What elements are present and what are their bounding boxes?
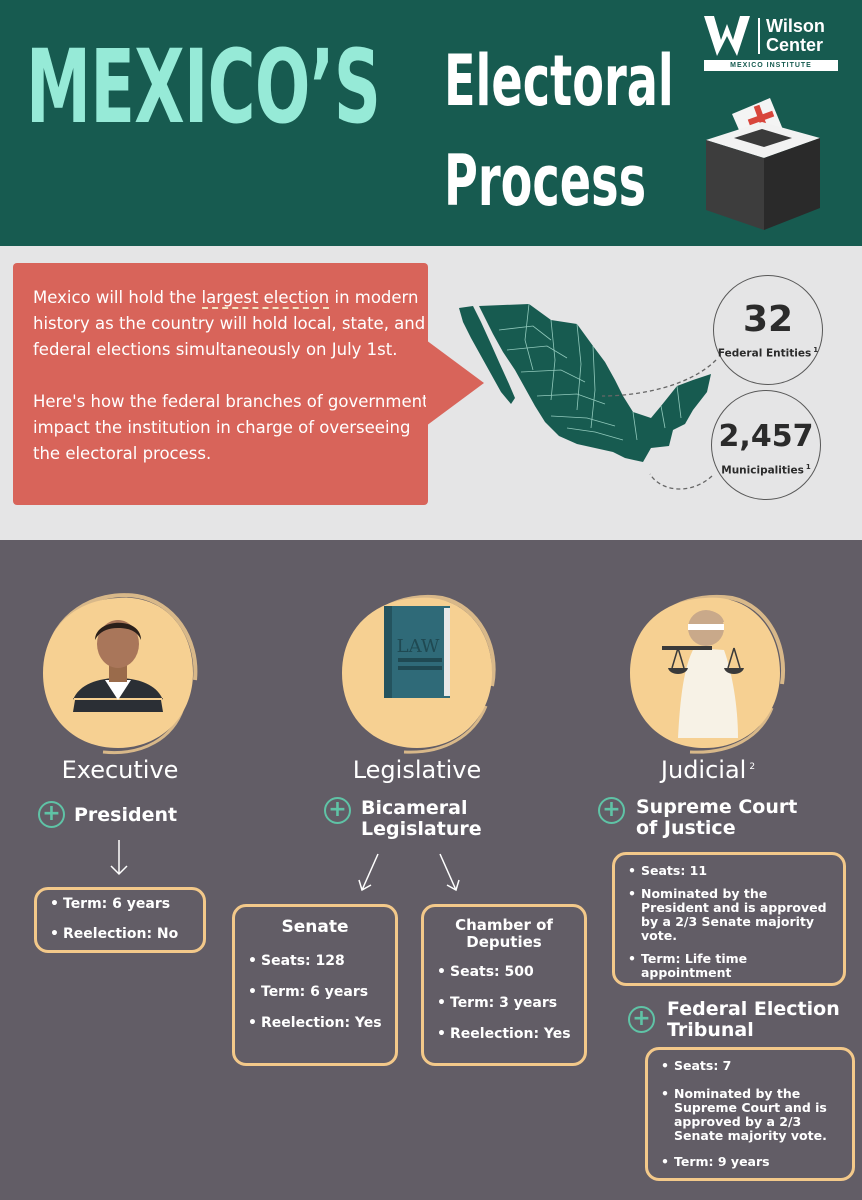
intro-paragraph-1: Mexico will hold the largest election in modern history as the country will hold local, state, and federal elections simultaneously on July 1st. — [33, 288, 426, 359]
chamber-info-box — [421, 904, 587, 1066]
plus-icon: + — [628, 1006, 655, 1033]
header-banner — [0, 0, 862, 246]
executive-person-icon — [33, 588, 203, 758]
intro-paragraph-2: Here's how the federal branches of government impact the institution in charge of overseeing the electoral process. — [33, 392, 429, 463]
info-item: • Nominated by the President and is approved by a 2/3 Senate majority vote. — [625, 887, 833, 943]
footnote-marker: 1 — [805, 463, 811, 471]
info-item: • Reelection: Yes — [434, 1026, 584, 1042]
tribunal-info-box — [645, 1047, 855, 1181]
info-item: • Term: 9 years — [658, 1155, 844, 1169]
senate-info-box — [232, 904, 398, 1066]
branch-title-executive: Executive — [61, 756, 179, 784]
arrow-down-icon — [108, 838, 130, 878]
book-label: LAW — [396, 636, 440, 657]
info-item: • Term: 6 years — [47, 896, 203, 912]
senate-heading: Senate — [281, 917, 349, 937]
wilson-center-w-logo-icon — [704, 16, 750, 56]
stat-label: Municipalities $^1$ — [721, 463, 811, 477]
info-item: • Reelection: No — [47, 926, 203, 942]
subtitle-supreme-court: Supreme Court of Justice — [636, 796, 798, 839]
subtitle-president: President — [74, 804, 178, 826]
stat-number: 32 — [742, 299, 794, 340]
info-item: • Seats: 11 — [625, 864, 833, 878]
intro-text — [33, 285, 433, 493]
info-item: • Seats: 128 — [245, 953, 395, 969]
title-mexicos: MEXICO’S — [26, 28, 381, 147]
logo-name-center: Center — [766, 35, 824, 55]
title-electoral: Electoral — [444, 40, 674, 122]
intro-section — [0, 246, 862, 540]
branch-title-legislative: Legislative — [352, 756, 482, 784]
info-item: • Seats: 7 — [658, 1059, 844, 1073]
footnote-marker: 1 — [813, 346, 819, 354]
chamber-heading: Chamber of Deputies — [455, 916, 553, 951]
info-item: • Term: 6 years — [245, 984, 395, 1000]
info-item: • Reelection: Yes — [245, 1015, 395, 1031]
plus-icon: + — [598, 797, 625, 824]
mexico-map-icon — [455, 300, 715, 480]
info-item: • Term: Life time appointment — [625, 952, 833, 980]
supreme-court-info-box — [612, 852, 846, 986]
logo-institute-label: MEXICO INSTITUTE — [704, 60, 838, 71]
info-item: • Term: 3 years — [434, 995, 584, 1011]
logo-name-wilson: Wilson — [766, 16, 825, 36]
plus-icon: + — [324, 797, 351, 824]
ballot-box-icon — [700, 92, 820, 232]
plus-icon: + — [38, 801, 65, 828]
judicial-lady-justice-icon — [620, 588, 790, 758]
arrow-down-right-icon — [434, 852, 464, 896]
stat-number: 2,457 — [718, 419, 814, 454]
subtitle-bicameral-legislature: Bicameral Legislature — [361, 797, 482, 840]
subtitle-federal-election-tribunal: Federal Election Tribunal — [667, 998, 840, 1041]
branch-title-judicial: Judicial $^2$ — [660, 756, 756, 784]
footnote-marker: 2 — [749, 762, 756, 772]
stat-label: Federal Entities $^1$ — [717, 346, 819, 360]
intro-highlight: largest election — [201, 288, 330, 307]
stat-municipalities — [711, 390, 821, 500]
arrow-down-left-icon — [354, 852, 384, 896]
intro-callout — [13, 263, 428, 505]
title-process: Process — [444, 140, 647, 222]
wilson-center-logo — [704, 16, 838, 70]
legislative-law-book-icon — [332, 588, 502, 758]
stat-federal-entities — [713, 275, 823, 385]
info-item: • Nominated by the Supreme Court and is approved by a 2/3 Senate majority vote. — [658, 1087, 844, 1143]
logo-divider — [758, 18, 760, 54]
info-item: • Seats: 500 — [434, 964, 584, 980]
executive-info-box — [34, 887, 206, 953]
